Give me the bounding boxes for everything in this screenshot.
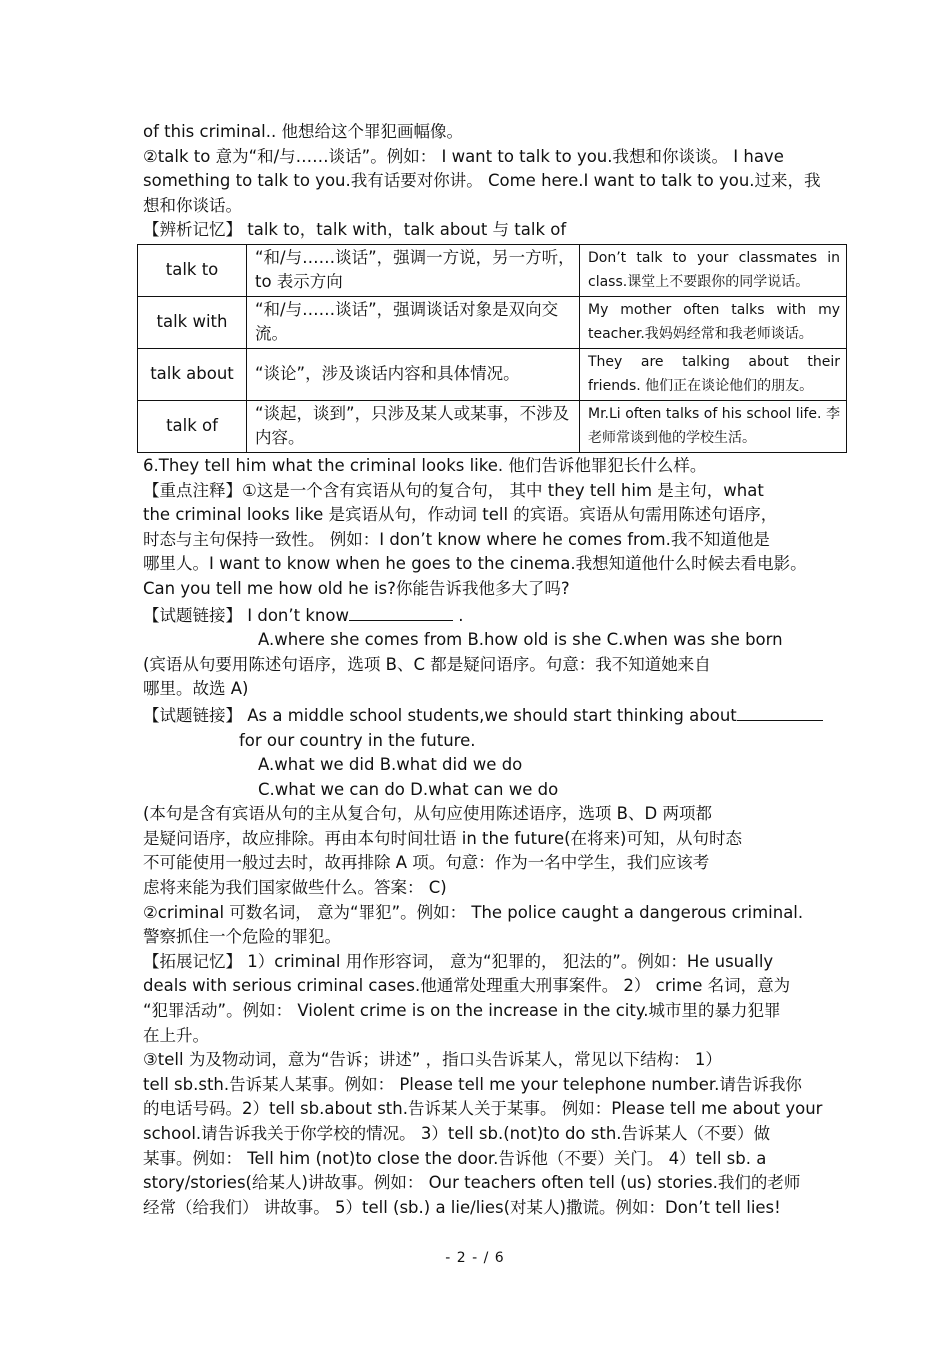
quiz-options: C.what we can do D.what can we do bbox=[258, 779, 559, 799]
text-line: story/stories(给某人)讲故事。例如： Our teachers often tell (us) stories.我们的老师 bbox=[143, 1173, 801, 1193]
document-body bbox=[143, 120, 840, 1220]
quiz-stem: 【试题链接】 I don’t know bbox=[143, 605, 349, 625]
answer-blank bbox=[737, 702, 823, 721]
text-line: 时态与主句保持一致性。 例如：I don’t know where he comes from.我不知道他是 bbox=[143, 529, 770, 549]
quiz-stem: 【试题链接】 As a middle school students,we should start thinking about bbox=[143, 705, 737, 725]
meaning-cell: “和/与……谈话”，强调一方说，另一方听， to 表示方向 bbox=[247, 244, 580, 296]
quiz-stem-continued: for our country in the future. bbox=[239, 730, 476, 750]
example-cell: My mother often talks with my teacher.我妈妈经常和我老师谈话。 bbox=[580, 296, 847, 348]
comparison-table bbox=[137, 244, 847, 453]
quiz-options: A.where she comes from B.how old is she C.when was she born bbox=[258, 630, 783, 650]
page-number: - 2 - / 6 bbox=[445, 1250, 505, 1266]
text-line: 想和你谈话。 bbox=[143, 195, 242, 215]
meaning-cell: “和/与……谈话”，强调谈话对象是双向交流。 bbox=[247, 296, 580, 348]
text-line: something to talk to you.我有话要对你讲。 Come here.I want to talk to you.过来，我 bbox=[143, 171, 821, 191]
quiz-question-1 bbox=[143, 602, 823, 629]
term-cell: talk to bbox=[138, 244, 247, 296]
text-line: the criminal looks like 是宾语从句，作动词 tell 的宾语。宾语从句需用陈述句语序， bbox=[143, 505, 778, 525]
text-line: of this criminal.. 他想给这个罪犯画幅像。 bbox=[143, 122, 463, 141]
term-cell: talk of bbox=[138, 400, 247, 452]
quiz-explanation: (宾语从句要用陈述句语序，选项 B、C 都是疑问语序。句意：我不知道她来自 bbox=[143, 654, 711, 674]
term-cell: talk with bbox=[138, 296, 247, 348]
quiz-options: A.what we did B.what did we do bbox=[258, 755, 523, 775]
text-line: deals with serious criminal cases.他通常处理重大刑事案件。 2） crime 名词，意为 bbox=[143, 976, 791, 996]
quiz-explanation: (本句是含有宾语从句的主从复合句，从句应使用陈述语序，选项 B、D 两项都 bbox=[143, 804, 712, 824]
meaning-cell: “谈起，谈到”，只涉及某人或某事，不涉及内容。 bbox=[247, 400, 580, 452]
text-line: 在上升。 bbox=[143, 1025, 209, 1045]
example-cell: Don’t talk to your classmates in class.课堂上不要跟你的同学说话。 bbox=[580, 244, 847, 296]
answer-blank bbox=[349, 602, 453, 621]
quiz-stem-end: . bbox=[458, 605, 464, 625]
example-cell: They are talking about their friends. 他们正在谈论他们的朋友。 bbox=[580, 348, 847, 400]
text-line: 某事。例如： Tell him (not)to close the door.告诉他（不要）关门。 4）tell sb. a bbox=[143, 1148, 767, 1168]
sentence-heading: 6.They tell him what the criminal looks like. 他们告诉他罪犯长什么样。 bbox=[143, 455, 707, 475]
table-row bbox=[138, 348, 847, 400]
text-line: 的电话号码。2）tell sb.about sth.告诉某人关于某事。 例如：Please tell me about your bbox=[143, 1099, 823, 1119]
quiz-question-2 bbox=[143, 702, 823, 729]
text-line: 哪里人。I want to know when he goes to the cinema.我想知道他什么时候去看电影。 bbox=[143, 554, 807, 574]
table-row bbox=[138, 296, 847, 348]
term-cell: talk about bbox=[138, 348, 247, 400]
meaning-cell: “谈论”，涉及谈话内容和具体情况。 bbox=[247, 348, 580, 400]
text-line: 经常（给我们） 讲故事。 5）tell (sb.) a lie/lies(对某人)撒谎。例如：Don’t tell lies! bbox=[143, 1197, 781, 1217]
text-line: Can you tell me how old he is?你能告诉我他多大了吗? bbox=[143, 578, 570, 598]
quiz-explanation: 虑将来能为我们国家做些什么。答案： C) bbox=[143, 878, 447, 898]
text-line: 【拓展记忆】 1）criminal 用作形容词， 意为“犯罪的， 犯法的”。例如：He usually bbox=[143, 951, 774, 971]
text-line: school.请告诉我关于你学校的情况。 3）tell sb.(not)to do sth.告诉某人（不要）做 bbox=[143, 1124, 771, 1143]
quiz-explanation: 是疑问语序，故应排除。再由本句时间壮语 in the future(在将来)可知，从句时态 bbox=[143, 828, 742, 848]
example-cell: Mr.Li often talks of his school life. 李老师常谈到他的学校生活。 bbox=[580, 400, 847, 452]
text-line: 【重点注释】①这是一个含有宾语从句的复合句， 其中 they tell him 是主句，what bbox=[143, 480, 764, 500]
text-line: ③tell 为及物动词，意为“告诉；讲述” ，指口头告诉某人，常见以下结构： 1） bbox=[143, 1050, 722, 1070]
quiz-explanation: 不可能使用一般过去时，故再排除 A 项。句意：作为一名中学生，我们应该考 bbox=[143, 853, 710, 873]
section-heading-compare: 【辨析记忆】 talk to，talk with，talk about 与 talk of bbox=[143, 220, 567, 240]
table-row bbox=[138, 244, 847, 296]
text-line: ②talk to 意为“和/与……谈话”。例如： I want to talk to you.我想和你谈谈。 I have bbox=[143, 146, 784, 166]
text-line: tell sb.sth.告诉某人某事。例如： Please tell me your telephone number.请告诉我你 bbox=[143, 1074, 802, 1094]
text-line: 警察抓住一个危险的罪犯。 bbox=[143, 927, 341, 947]
text-line: “犯罪活动”。例如： Violent crime is on the increase in the city.城市里的暴力犯罪 bbox=[143, 1001, 781, 1021]
text-line: ②criminal 可数名词， 意为“罪犯”。例如： The police caught a dangerous criminal. bbox=[143, 902, 804, 922]
table-row bbox=[138, 400, 847, 452]
quiz-explanation: 哪里。故选 A) bbox=[143, 679, 249, 699]
